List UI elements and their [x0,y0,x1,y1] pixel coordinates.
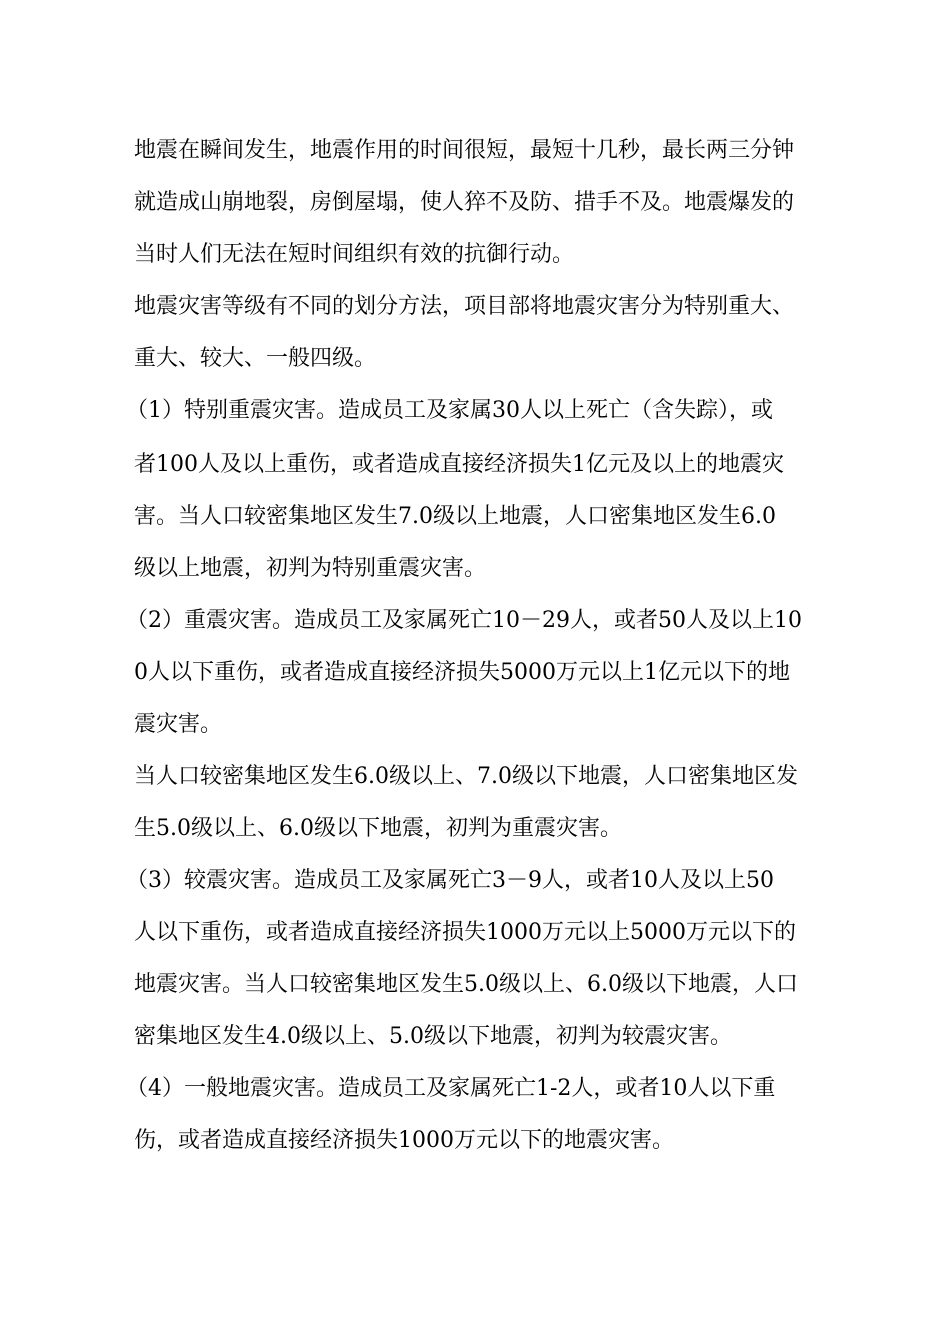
text-line: 级以上地震，初判为特别重震灾害。 [134,556,487,581]
text-line: 重大、较大、一般四级。 [134,346,377,371]
text-line: 震灾害。 [134,712,223,737]
text-line: 当人口较密集地区发生6.0级以上、7.0级以下地震，人口密集地区发 [134,764,798,789]
text-line: 生5.0级以上、6.0级以下地震，初判为重震灾害。 [134,816,622,841]
text-line: （2）重震灾害。造成员工及家属死亡10－29人，或者50人及以上10 [126,608,802,633]
text-line: 害。当人口较密集地区发生7.0级以上地震，人口密集地区发生6.0 [134,504,776,529]
text-line: 地震在瞬间发生，地震作用的时间很短，最短十几秒，最长两三分钟 [134,138,795,163]
text-line: 伤，或者造成直接经济损失1000万元以下的地震灾害。 [134,1128,674,1153]
text-line: 就造成山崩地裂，房倒屋塌，使人猝不及防、措手不及。地震爆发的 [134,190,795,215]
text-line: （4）一般地震灾害。造成员工及家属死亡1-2人，或者10人以下重 [126,1076,776,1101]
text-line: 0人以下重伤，或者造成直接经济损失5000万元以上1亿元以下的地 [134,660,790,685]
text-line: 者100人及以上重伤，或者造成直接经济损失1亿元及以上的地震灾 [134,452,784,477]
text-line: 当时人们无法在短时间组织有效的抗御行动。 [134,242,575,267]
text-line: （1）特别重震灾害。造成员工及家属30人以上死亡（含失踪），或 [126,398,773,423]
text-line: 人以下重伤，或者造成直接经济损失1000万元以上5000万元以下的 [134,920,796,945]
text-line: 地震灾害。当人口较密集地区发生5.0级以上、6.0级以下地震，人口 [134,972,798,997]
text-line: （3）较震灾害。造成员工及家属死亡3－9人，或者10人及以上50 [126,868,774,893]
text-line: 密集地区发生4.0级以上、5.0级以下地震，初判为较震灾害。 [134,1024,732,1049]
text-line: 地震灾害等级有不同的划分方法，项目部将地震灾害分为特别重大、 [134,294,795,319]
